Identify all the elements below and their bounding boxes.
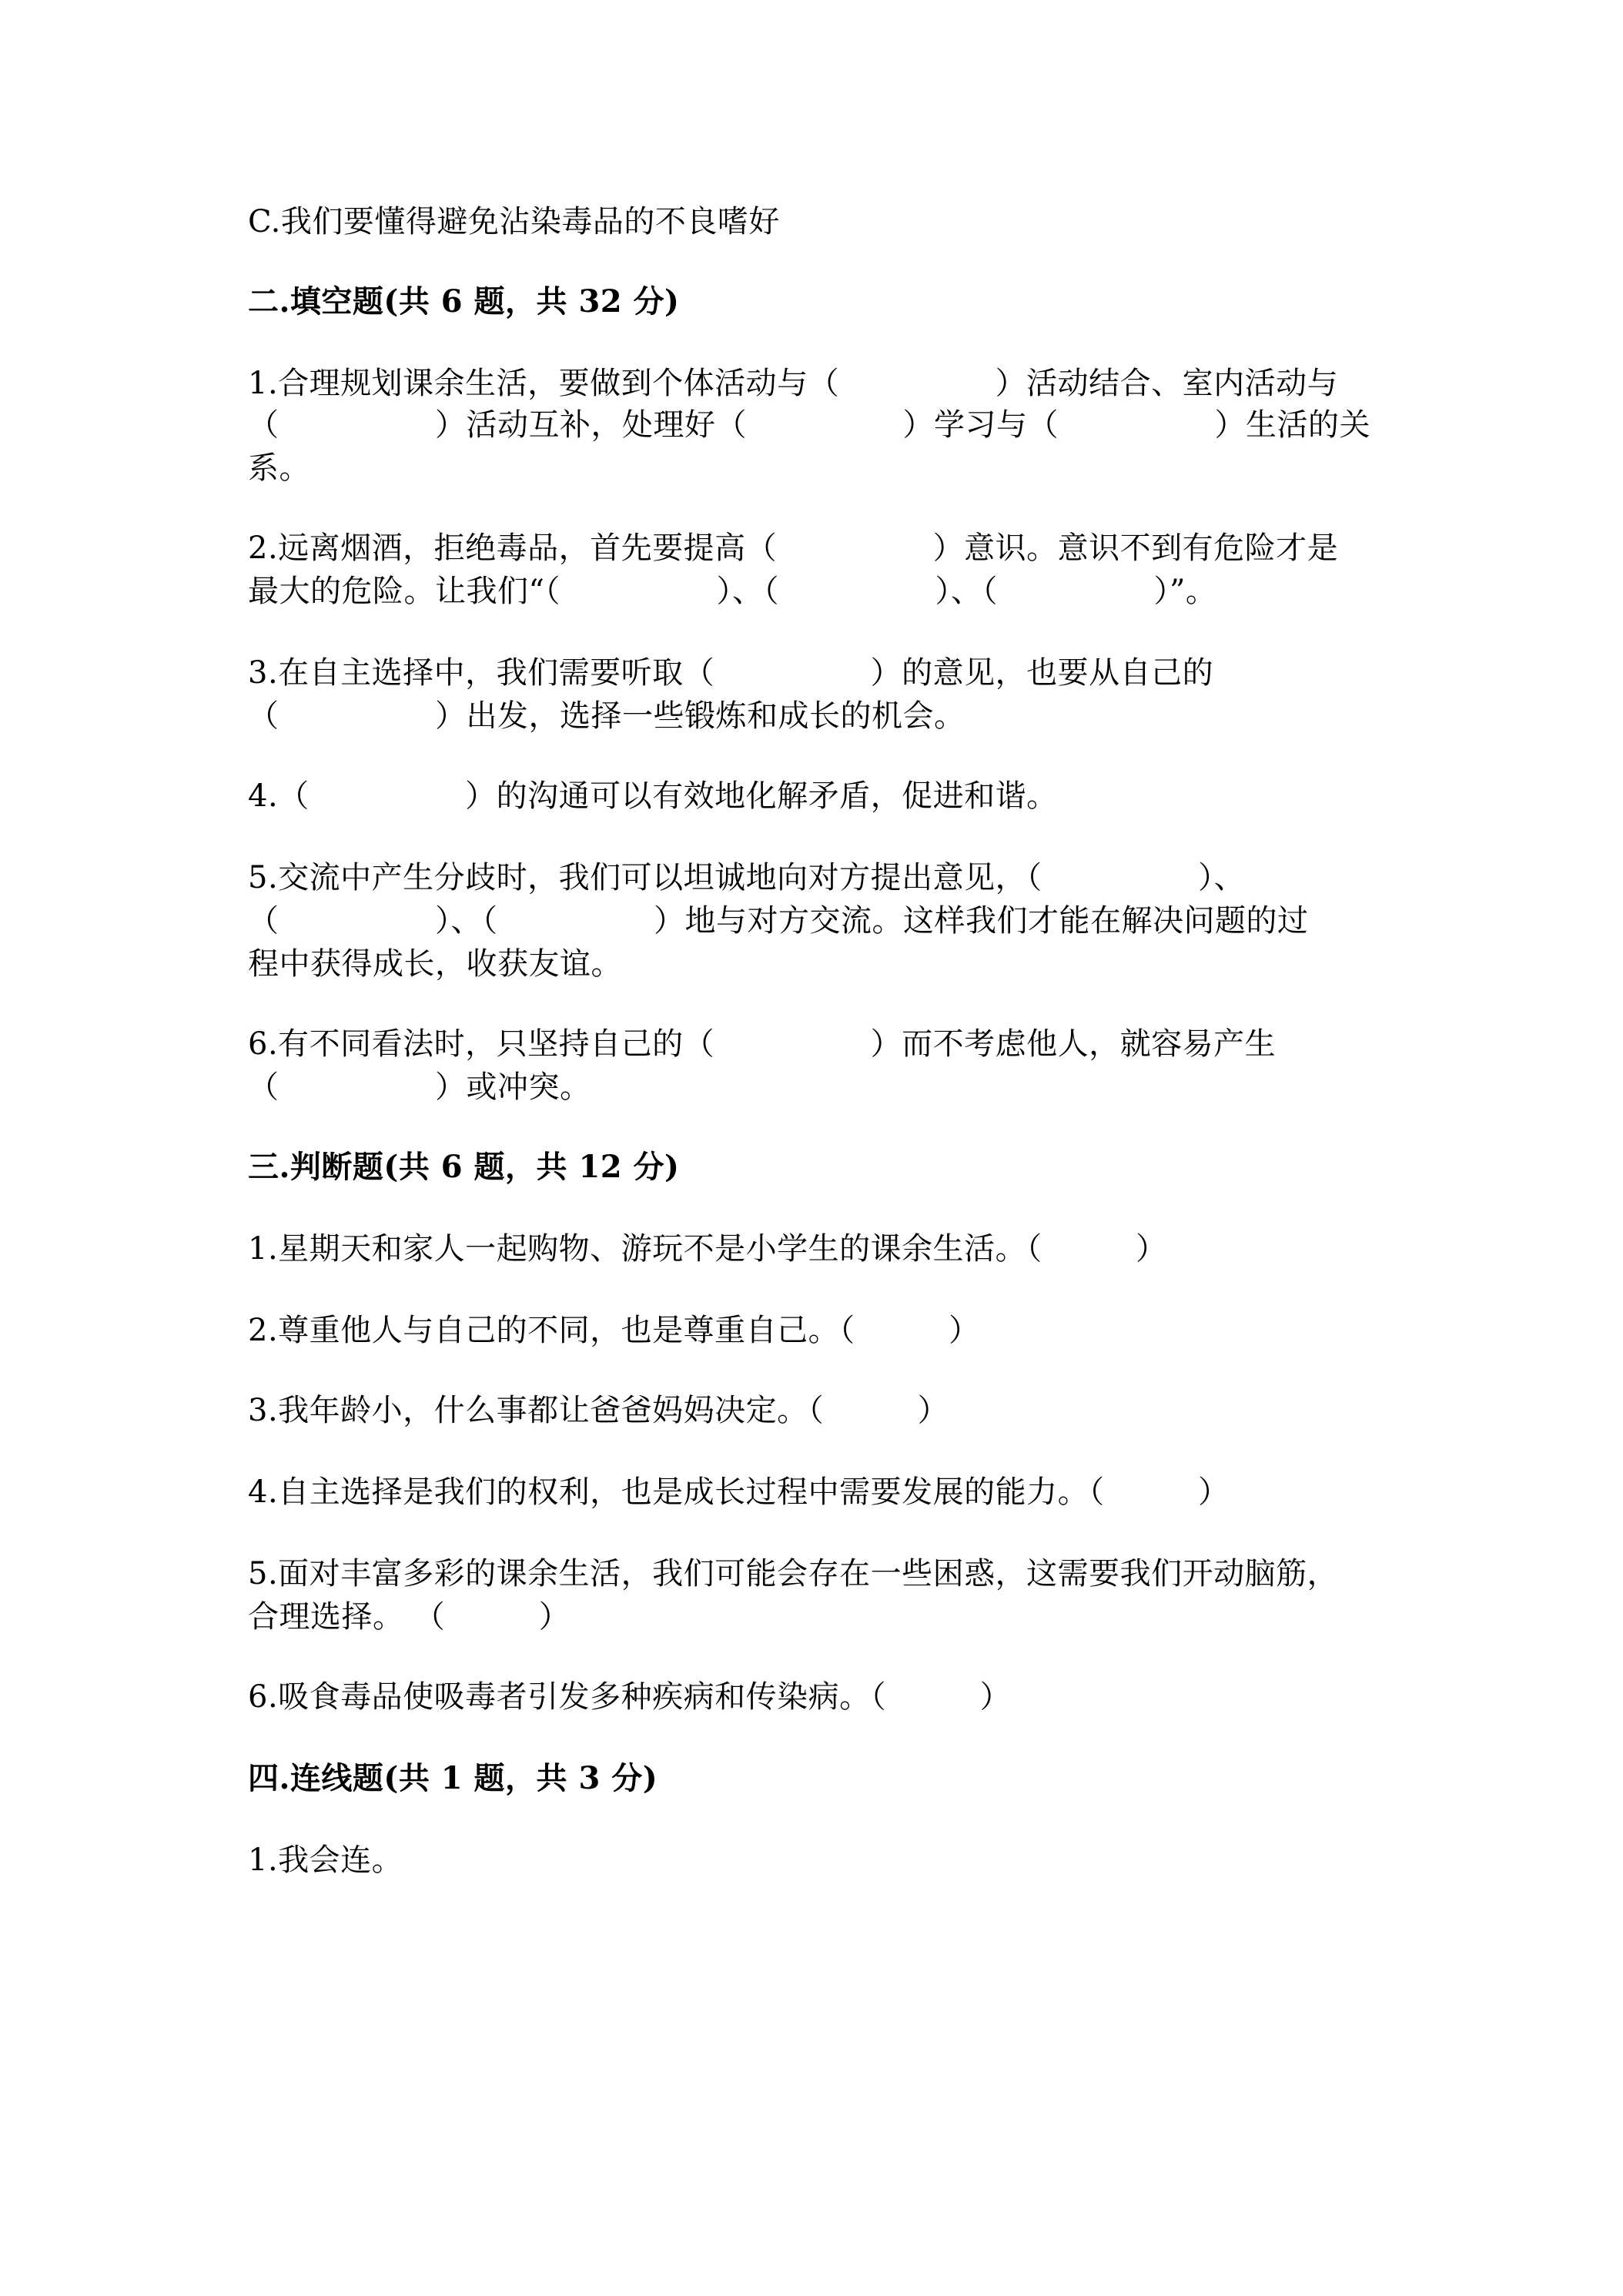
fill-q5-line3: 程中获得成长，收获友谊。 [248, 946, 622, 982]
judge-q1: 1.星期天和家人一起购物、游玩不是小学生的课余生活。（ ） [248, 1231, 1167, 1267]
judge-q5-line2: 合理选择。 （ ） [248, 1599, 571, 1635]
section-matching-title: 四.连线题(共 1 题，共 3 分) [248, 1760, 658, 1796]
judge-q4: 4.自主选择是我们的权利，也是成长过程中需要发展的能力。（ ） [248, 1474, 1230, 1510]
fill-q3-line2: （ ）出发，选择一些锻炼和成长的机会。 [248, 698, 965, 734]
fill-q1-line2: （ ）活动互补，处理好（ ）学习与（ ）生活的关 [248, 407, 1370, 443]
fill-q6-line1: 6.有不同看法时，只坚持自己的（ ）而不考虑他人，就容易产生 [248, 1026, 1277, 1062]
fill-q4-line1: 4.（ ）的沟通可以有效地化解矛盾，促进和谐。 [248, 778, 1058, 814]
judge-q5-line1: 5.面对丰富多彩的课余生活，我们可能会存在一些困惑，这需要我们开动脑筋， [248, 1556, 1339, 1591]
fill-q5-line2: （ ）、（ ）地与对方交流。这样我们才能在解决问题的过 [248, 903, 1309, 939]
multiple-choice-option-c: C.我们要懂得避免沾染毒品的不良嗜好 [248, 204, 780, 239]
fill-q1-line1: 1.合理规划课余生活，要做到个体活动与（ ）活动结合、室内活动与 [248, 366, 1339, 401]
judge-q2: 2.尊重他人与自己的不同，也是尊重自己。（ ） [248, 1313, 980, 1348]
judge-q6: 6.吸食毒品使吸毒者引发多种疾病和传染病。（ ） [248, 1679, 1012, 1715]
fill-q3-line1: 3.在自主选择中，我们需要听取（ ）的意见，也要从自己的 [248, 655, 1214, 691]
fill-q5-line1: 5.交流中产生分歧时，我们可以坦诚地向对方提出意见，（ ）、 [248, 860, 1246, 895]
fill-q1-line3: 系。 [248, 450, 310, 486]
section-true-false-title: 三.判断题(共 6 题，共 12 分) [248, 1149, 680, 1185]
fill-q2-line2: 最大的危险。让我们“（ ）、（ ）、（ ）”。 [248, 574, 1217, 609]
fill-q6-line2: （ ）或冲突。 [248, 1069, 591, 1105]
fill-q2-line1: 2.远离烟酒，拒绝毒品，首先要提高（ ）意识。意识不到有危险才是 [248, 530, 1339, 566]
matching-q1: 1.我会连。 [248, 1842, 403, 1878]
judge-q3: 3.我年龄小，什么事都让爸爸妈妈决定。（ ） [248, 1393, 949, 1428]
section-fill-in-title: 二.填空题(共 6 题，共 32 分) [248, 283, 680, 320]
